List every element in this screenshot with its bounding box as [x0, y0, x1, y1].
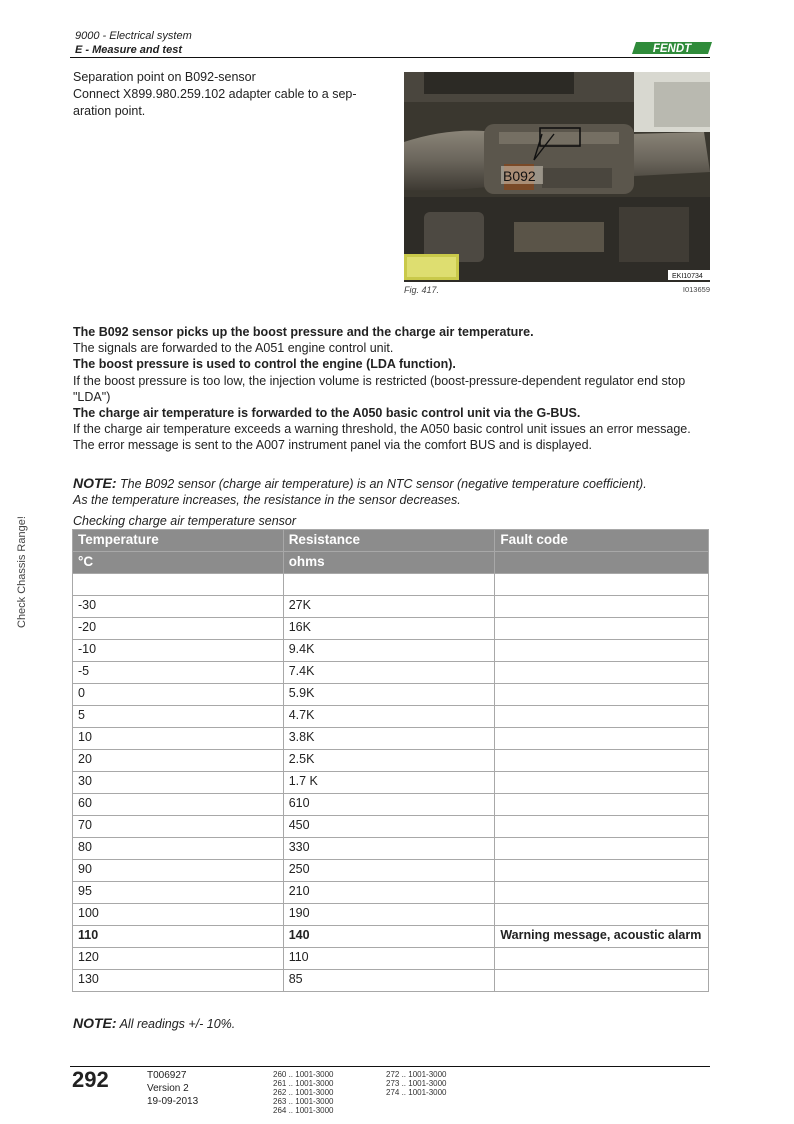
chassis-range: 272 .. 1001-3000	[386, 1070, 447, 1079]
table-cell	[495, 684, 709, 706]
table-row	[73, 860, 709, 882]
resistance-table	[72, 529, 709, 992]
table-cell: -30	[73, 596, 284, 618]
table-row	[73, 816, 709, 838]
table-cell: 7.4K	[283, 662, 495, 684]
table-cell: 27K	[283, 596, 495, 618]
table-cell	[495, 750, 709, 772]
table-row	[73, 882, 709, 904]
doc-date: 19-09-2013	[147, 1096, 199, 1107]
table-row	[73, 750, 709, 772]
header-subsection-title: E - Measure and test	[75, 44, 182, 56]
table-cell	[495, 596, 709, 618]
table-cell: 140	[283, 926, 495, 948]
doc-number: T006927	[147, 1070, 187, 1081]
table-cell	[495, 860, 709, 882]
chassis-range: 264 .. 1001-3000	[273, 1106, 334, 1115]
table-cell: 95	[73, 882, 284, 904]
table-row	[73, 970, 709, 992]
table-row	[73, 706, 709, 728]
table-cell	[73, 574, 284, 596]
chassis-ranges-b	[386, 1070, 447, 1097]
table-cell	[495, 948, 709, 970]
intro-line-3: aration point.	[73, 104, 146, 118]
table-cell	[495, 882, 709, 904]
table-row	[73, 596, 709, 618]
table-cell	[495, 970, 709, 992]
table-cell: 610	[283, 794, 495, 816]
table-cell	[495, 816, 709, 838]
table-cell: 90	[73, 860, 284, 882]
body-p4: If the boost pressure is too low, the injection volume is restricted (boost-pressure-dependent regulator end stop "LDA")	[73, 373, 686, 404]
note-text-2: As the temperature increases, the resistance in the sensor decreases.	[73, 493, 461, 507]
table-cell: Fault code	[495, 530, 709, 552]
table-row	[73, 838, 709, 860]
side-chassis-text: Check Chassis Range!	[16, 516, 28, 628]
note2-label: NOTE:	[73, 1015, 117, 1031]
logo-text: FENDT	[652, 43, 692, 56]
table-row	[73, 948, 709, 970]
table-cell	[495, 728, 709, 750]
table-cell	[495, 904, 709, 926]
table-cell: 190	[283, 904, 495, 926]
footer-rule	[70, 1066, 710, 1067]
table-cell: 120	[73, 948, 284, 970]
table-cell	[495, 662, 709, 684]
table-cell: 80	[73, 838, 284, 860]
table-row	[73, 618, 709, 640]
body-p1: The B092 sensor picks up the boost pressure and the charge air temperature.	[73, 325, 534, 339]
table-cell: 250	[283, 860, 495, 882]
table-header-row	[73, 530, 709, 552]
chassis-range: 274 .. 1001-3000	[386, 1088, 447, 1097]
table-cell	[495, 640, 709, 662]
intro-line-2: Connect X899.980.259.102 adapter cable to a sep-	[73, 87, 357, 101]
table-row	[73, 772, 709, 794]
table-cell: Temperature	[73, 530, 284, 552]
image-code: EKI10734	[672, 273, 703, 280]
table-cell: ohms	[283, 552, 495, 574]
table-cell: 130	[73, 970, 284, 992]
table-cell: Warning message, acoustic alarm	[495, 926, 709, 948]
body-p3: The boost pressure is used to control the engine (LDA function).	[73, 357, 456, 372]
table-body	[73, 574, 709, 992]
table-cell: 85	[283, 970, 495, 992]
table-units-row	[73, 552, 709, 574]
table-head	[73, 530, 709, 574]
table-cell	[283, 574, 495, 596]
body-p2: The signals are forwarded to the A051 engine control unit.	[73, 341, 394, 356]
table-cell	[495, 706, 709, 728]
intro-text	[73, 69, 383, 120]
table-cell: 20	[73, 750, 284, 772]
table-cell: -20	[73, 618, 284, 640]
table-row	[73, 684, 709, 706]
table-row	[73, 904, 709, 926]
chassis-range: 273 .. 1001-3000	[386, 1079, 447, 1088]
table-cell: °C	[73, 552, 284, 574]
table-cell: 0	[73, 684, 284, 706]
table-row	[73, 662, 709, 684]
table-cell: 450	[283, 816, 495, 838]
table-cell: 4.7K	[283, 706, 495, 728]
body-p7: The error message is sent to the A007 instrument panel via the comfort BUS and is displayed.	[73, 438, 593, 453]
table-cell: Resistance	[283, 530, 495, 552]
table-cell: 210	[283, 882, 495, 904]
table-cell: 5.9K	[283, 684, 495, 706]
table-cell	[495, 574, 709, 596]
engine-photo	[404, 72, 710, 282]
table-cell	[495, 618, 709, 640]
note2-text: All readings +/- 10%.	[119, 1017, 236, 1031]
intro-line-1: Separation point on B092-sensor	[73, 70, 256, 84]
table-cell: 5	[73, 706, 284, 728]
table-row	[73, 926, 709, 948]
chassis-range: 263 .. 1001-3000	[273, 1097, 334, 1106]
body-text	[73, 324, 713, 454]
doc-info	[147, 1069, 198, 1108]
table-row	[73, 794, 709, 816]
table-cell: 9.4K	[283, 640, 495, 662]
table-cell: 330	[283, 838, 495, 860]
header-section-title: 9000 - Electrical system	[75, 30, 192, 42]
fendt-logo	[632, 40, 712, 56]
table-cell: 16K	[283, 618, 495, 640]
body-p5: The charge air temperature is forwarded to the A050 basic control unit via the G-BUS.	[73, 406, 581, 421]
table-cell: 100	[73, 904, 284, 926]
chassis-range: 260 .. 1001-3000	[273, 1070, 334, 1079]
figure-id: I013659	[682, 285, 710, 294]
table-cell: 110	[73, 926, 284, 948]
figure-caption: Fig. 417.	[404, 285, 440, 295]
table-cell	[495, 772, 709, 794]
table-cell: 70	[73, 816, 284, 838]
table-cell: 60	[73, 794, 284, 816]
header-rule	[70, 57, 710, 58]
table-cell: 110	[283, 948, 495, 970]
table-cell: 1.7 K	[283, 772, 495, 794]
table-row	[73, 640, 709, 662]
body-p6: If the charge air temperature exceeds a warning threshold, the A050 basic control unit issues an error message.	[73, 422, 691, 437]
doc-version: Version 2	[147, 1083, 189, 1094]
note-label: NOTE:	[73, 475, 117, 491]
table-cell: 2.5K	[283, 750, 495, 772]
chassis-range: 262 .. 1001-3000	[273, 1088, 334, 1097]
table-row	[73, 728, 709, 750]
table-row	[73, 574, 709, 596]
note-text-1: The B092 sensor (charge air temperature) is an NTC sensor (negative temperature coefficient).	[120, 477, 647, 491]
callout-label-b092: B092	[503, 168, 536, 184]
chassis-ranges-a	[273, 1070, 334, 1115]
page-number: 292	[72, 1067, 109, 1092]
table-cell: 3.8K	[283, 728, 495, 750]
table-cell: 10	[73, 728, 284, 750]
table-cell	[495, 838, 709, 860]
chassis-range: 261 .. 1001-3000	[273, 1079, 334, 1088]
table-cell	[495, 794, 709, 816]
table-cell: 30	[73, 772, 284, 794]
table-cell: -5	[73, 662, 284, 684]
note-tolerance	[73, 1015, 235, 1031]
table-cell	[495, 552, 709, 574]
table-caption: Checking charge air temperature sensor	[73, 514, 297, 528]
table-cell: -10	[73, 640, 284, 662]
note-ntc	[73, 475, 713, 508]
engine-photo-drawing	[404, 72, 710, 282]
